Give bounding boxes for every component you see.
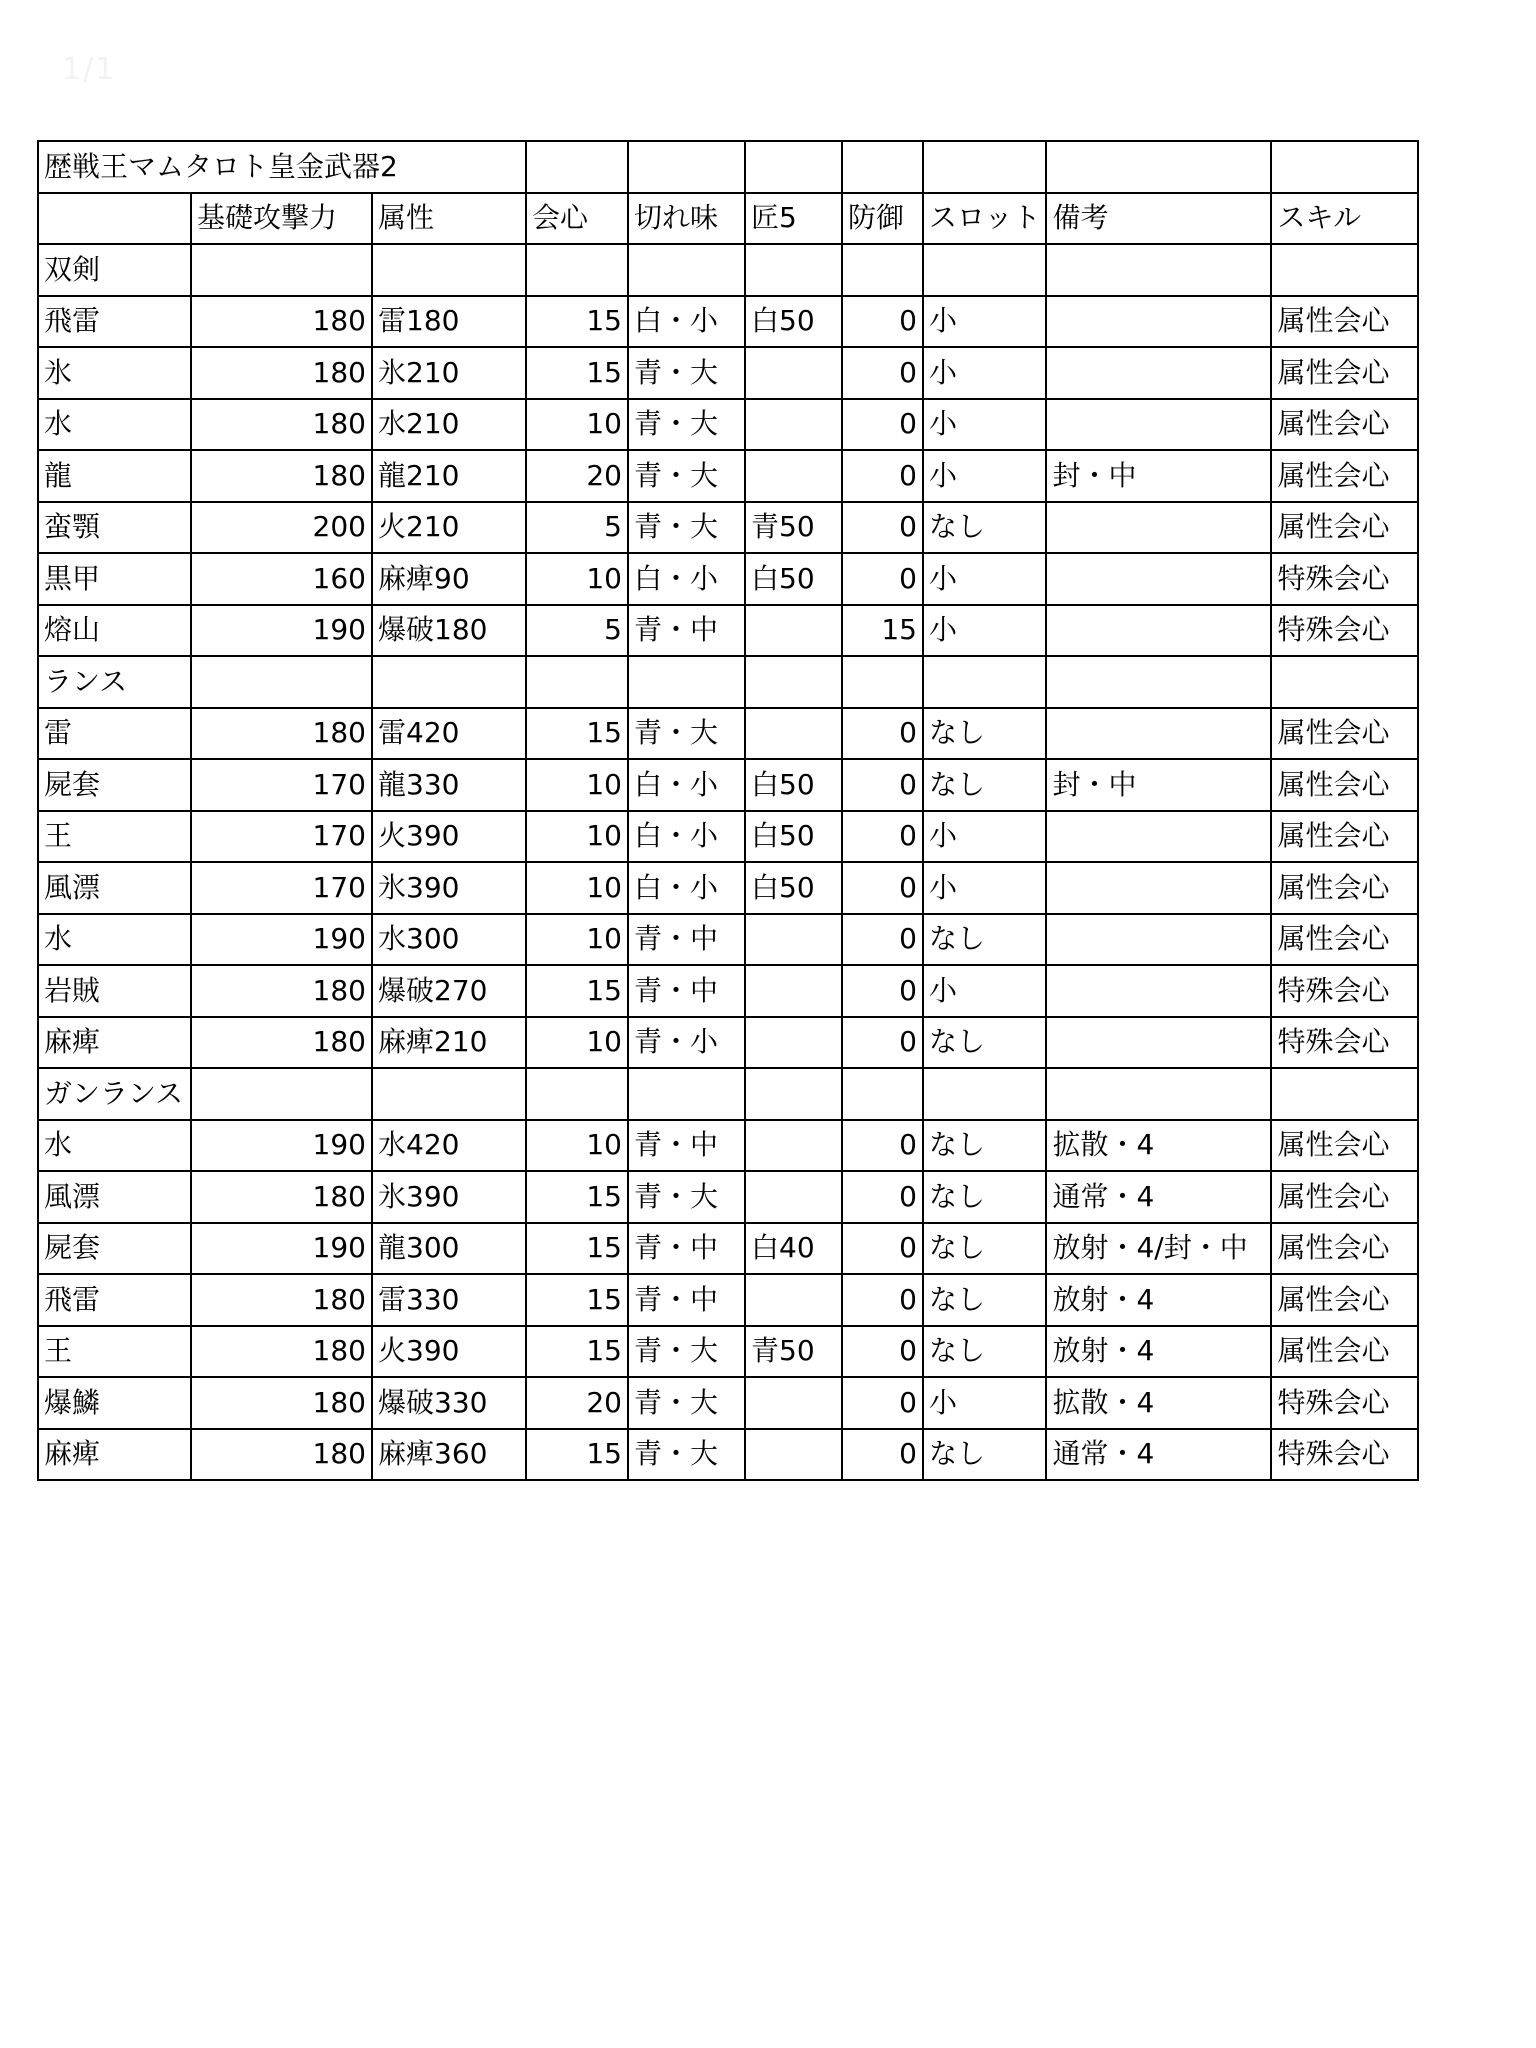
- cell-sharpness: 白・小: [628, 811, 745, 863]
- column-header-element: 属性: [372, 193, 526, 245]
- table-row: [38, 1377, 1418, 1429]
- empty-cell: [842, 141, 923, 193]
- column-header-handicraft5: 匠5: [745, 193, 842, 245]
- cell-weapon-name: 王: [38, 1326, 191, 1378]
- cell-base-attack: 180: [191, 347, 372, 399]
- cell-element: 麻痺90: [372, 553, 526, 605]
- cell-slot: 小: [923, 1377, 1046, 1429]
- empty-cell: [628, 141, 745, 193]
- empty-cell: [923, 656, 1046, 708]
- table-row: [38, 347, 1418, 399]
- cell-weapon-name: 水: [38, 914, 191, 966]
- cell-affinity: 10: [526, 1017, 628, 1069]
- table-row: [38, 1326, 1418, 1378]
- cell-sharpness: 白・小: [628, 296, 745, 348]
- cell-slot: なし: [923, 1120, 1046, 1172]
- section-name: ランス: [38, 656, 191, 708]
- cell-base-attack: 190: [191, 605, 372, 657]
- cell-element: 爆破270: [372, 965, 526, 1017]
- cell-skill: 属性会心: [1271, 914, 1418, 966]
- column-header-defense: 防御: [842, 193, 923, 245]
- cell-slot: 小: [923, 605, 1046, 657]
- cell-defense: 0: [842, 1120, 923, 1172]
- cell-handicraft5: 白50: [745, 862, 842, 914]
- cell-weapon-name: 飛雷: [38, 1274, 191, 1326]
- cell-base-attack: 180: [191, 1429, 372, 1481]
- cell-base-attack: 180: [191, 1017, 372, 1069]
- cell-handicraft5: 白50: [745, 811, 842, 863]
- cell-defense: 0: [842, 759, 923, 811]
- cell-base-attack: 190: [191, 1223, 372, 1275]
- empty-cell: [745, 141, 842, 193]
- cell-weapon-name: 麻痺: [38, 1429, 191, 1481]
- cell-element: 氷390: [372, 862, 526, 914]
- sheet-title: 歴戦王マムタロト皇金武器2: [38, 141, 526, 193]
- section-header-row: [38, 656, 1418, 708]
- cell-handicraft5: 白50: [745, 759, 842, 811]
- cell-defense: 0: [842, 1377, 923, 1429]
- cell-element: 雷420: [372, 708, 526, 760]
- cell-sharpness: 青・大: [628, 347, 745, 399]
- cell-handicraft5: 白40: [745, 1223, 842, 1275]
- cell-affinity: 10: [526, 862, 628, 914]
- column-header-affinity: 会心: [526, 193, 628, 245]
- cell-element: 水210: [372, 399, 526, 451]
- cell-base-attack: 180: [191, 965, 372, 1017]
- cell-handicraft5: 白50: [745, 553, 842, 605]
- column-header-weapon-name: [38, 193, 191, 245]
- cell-base-attack: 170: [191, 759, 372, 811]
- cell-defense: 0: [842, 1017, 923, 1069]
- cell-element: 爆破180: [372, 605, 526, 657]
- cell-skill: 特殊会心: [1271, 605, 1418, 657]
- cell-slot: なし: [923, 708, 1046, 760]
- empty-cell: [526, 1068, 628, 1120]
- cell-affinity: 10: [526, 399, 628, 451]
- cell-handicraft5: [745, 1120, 842, 1172]
- cell-notes: 封・中: [1046, 450, 1271, 502]
- table-row: [38, 1223, 1418, 1275]
- cell-base-attack: 180: [191, 296, 372, 348]
- cell-base-attack: 180: [191, 1171, 372, 1223]
- cell-slot: なし: [923, 1223, 1046, 1275]
- cell-sharpness: 青・中: [628, 914, 745, 966]
- cell-affinity: 10: [526, 1120, 628, 1172]
- cell-slot: なし: [923, 1326, 1046, 1378]
- empty-cell: [191, 656, 372, 708]
- table-row: [38, 296, 1418, 348]
- empty-cell: [923, 244, 1046, 296]
- table-row: [38, 862, 1418, 914]
- cell-element: 龍300: [372, 1223, 526, 1275]
- empty-cell: [842, 656, 923, 708]
- cell-element: 火210: [372, 502, 526, 554]
- cell-weapon-name: 氷: [38, 347, 191, 399]
- cell-handicraft5: [745, 347, 842, 399]
- cell-slot: 小: [923, 450, 1046, 502]
- column-header-slot: スロット: [923, 193, 1046, 245]
- cell-skill: 属性会心: [1271, 759, 1418, 811]
- cell-base-attack: 190: [191, 1120, 372, 1172]
- cell-weapon-name: 飛雷: [38, 296, 191, 348]
- cell-weapon-name: 風漂: [38, 862, 191, 914]
- cell-notes: [1046, 965, 1271, 1017]
- cell-element: 水420: [372, 1120, 526, 1172]
- cell-slot: 小: [923, 553, 1046, 605]
- table-row: [38, 553, 1418, 605]
- cell-notes: 通常・4: [1046, 1429, 1271, 1481]
- weapon-spreadsheet: [37, 140, 1419, 1481]
- table-row: [38, 1120, 1418, 1172]
- cell-base-attack: 180: [191, 708, 372, 760]
- empty-cell: [628, 656, 745, 708]
- cell-affinity: 15: [526, 1274, 628, 1326]
- empty-cell: [842, 1068, 923, 1120]
- cell-sharpness: 青・大: [628, 1429, 745, 1481]
- column-header-skill: スキル: [1271, 193, 1418, 245]
- cell-element: 氷210: [372, 347, 526, 399]
- cell-handicraft5: [745, 965, 842, 1017]
- cell-notes: [1046, 708, 1271, 760]
- cell-base-attack: 200: [191, 502, 372, 554]
- cell-weapon-name: 麻痺: [38, 1017, 191, 1069]
- cell-defense: 0: [842, 399, 923, 451]
- cell-affinity: 10: [526, 759, 628, 811]
- cell-element: 火390: [372, 1326, 526, 1378]
- cell-affinity: 15: [526, 296, 628, 348]
- cell-affinity: 10: [526, 811, 628, 863]
- empty-cell: [1046, 244, 1271, 296]
- cell-element: 龍210: [372, 450, 526, 502]
- cell-element: 水300: [372, 914, 526, 966]
- column-header-sharpness: 切れ味: [628, 193, 745, 245]
- cell-element: 氷390: [372, 1171, 526, 1223]
- cell-handicraft5: [745, 1017, 842, 1069]
- cell-sharpness: 青・大: [628, 708, 745, 760]
- cell-skill: 属性会心: [1271, 502, 1418, 554]
- cell-notes: [1046, 553, 1271, 605]
- cell-handicraft5: 白50: [745, 296, 842, 348]
- cell-sharpness: 青・中: [628, 1274, 745, 1326]
- column-header-base-attack: 基礎攻撃力: [191, 193, 372, 245]
- cell-slot: なし: [923, 914, 1046, 966]
- cell-base-attack: 180: [191, 1377, 372, 1429]
- cell-base-attack: 180: [191, 450, 372, 502]
- cell-defense: 0: [842, 296, 923, 348]
- cell-notes: [1046, 502, 1271, 554]
- empty-cell: [1271, 244, 1418, 296]
- empty-cell: [923, 141, 1046, 193]
- cell-slot: なし: [923, 1429, 1046, 1481]
- cell-skill: 属性会心: [1271, 1274, 1418, 1326]
- section-header-row: [38, 244, 1418, 296]
- cell-skill: 属性会心: [1271, 1326, 1418, 1378]
- cell-defense: 0: [842, 1274, 923, 1326]
- cell-defense: 0: [842, 965, 923, 1017]
- cell-weapon-name: 蛮顎: [38, 502, 191, 554]
- cell-element: 雷180: [372, 296, 526, 348]
- cell-slot: 小: [923, 811, 1046, 863]
- cell-handicraft5: [745, 914, 842, 966]
- cell-skill: 属性会心: [1271, 862, 1418, 914]
- cell-base-attack: 180: [191, 399, 372, 451]
- cell-skill: 属性会心: [1271, 347, 1418, 399]
- cell-sharpness: 青・中: [628, 605, 745, 657]
- cell-defense: 0: [842, 502, 923, 554]
- cell-notes: [1046, 347, 1271, 399]
- cell-defense: 0: [842, 1326, 923, 1378]
- cell-skill: 属性会心: [1271, 399, 1418, 451]
- cell-defense: 0: [842, 862, 923, 914]
- table-row: [38, 399, 1418, 451]
- cell-skill: 属性会心: [1271, 708, 1418, 760]
- cell-weapon-name: 黒甲: [38, 553, 191, 605]
- cell-skill: 特殊会心: [1271, 965, 1418, 1017]
- empty-cell: [745, 244, 842, 296]
- cell-notes: [1046, 605, 1271, 657]
- cell-weapon-name: 王: [38, 811, 191, 863]
- cell-skill: 特殊会心: [1271, 1429, 1418, 1481]
- cell-sharpness: 白・小: [628, 553, 745, 605]
- cell-notes: [1046, 862, 1271, 914]
- empty-cell: [1046, 656, 1271, 708]
- cell-skill: 属性会心: [1271, 811, 1418, 863]
- cell-slot: なし: [923, 759, 1046, 811]
- empty-cell: [1046, 141, 1271, 193]
- cell-sharpness: 青・大: [628, 1326, 745, 1378]
- cell-skill: 属性会心: [1271, 450, 1418, 502]
- empty-cell: [372, 244, 526, 296]
- cell-affinity: 10: [526, 553, 628, 605]
- cell-handicraft5: [745, 1274, 842, 1326]
- empty-cell: [745, 1068, 842, 1120]
- cell-slot: なし: [923, 1274, 1046, 1326]
- cell-slot: 小: [923, 296, 1046, 348]
- table-row: [38, 450, 1418, 502]
- cell-element: 爆破330: [372, 1377, 526, 1429]
- section-header-row: [38, 1068, 1418, 1120]
- cell-defense: 0: [842, 450, 923, 502]
- section-name: ガンランス: [38, 1068, 191, 1120]
- empty-cell: [191, 244, 372, 296]
- cell-element: 麻痺210: [372, 1017, 526, 1069]
- cell-sharpness: 青・小: [628, 1017, 745, 1069]
- table-row: [38, 708, 1418, 760]
- cell-weapon-name: 岩賊: [38, 965, 191, 1017]
- cell-notes: [1046, 914, 1271, 966]
- cell-slot: 小: [923, 965, 1046, 1017]
- cell-notes: [1046, 811, 1271, 863]
- empty-cell: [372, 656, 526, 708]
- cell-affinity: 15: [526, 965, 628, 1017]
- cell-sharpness: 青・大: [628, 1377, 745, 1429]
- cell-defense: 0: [842, 347, 923, 399]
- table-row: [38, 605, 1418, 657]
- cell-handicraft5: [745, 450, 842, 502]
- cell-handicraft5: 青50: [745, 502, 842, 554]
- cell-sharpness: 青・大: [628, 399, 745, 451]
- table-row: [38, 914, 1418, 966]
- cell-affinity: 15: [526, 347, 628, 399]
- cell-element: 火390: [372, 811, 526, 863]
- cell-skill: 属性会心: [1271, 1171, 1418, 1223]
- cell-affinity: 20: [526, 1377, 628, 1429]
- cell-sharpness: 白・小: [628, 759, 745, 811]
- cell-defense: 15: [842, 605, 923, 657]
- cell-defense: 0: [842, 1223, 923, 1275]
- cell-handicraft5: [745, 708, 842, 760]
- table-row: [38, 811, 1418, 863]
- cell-handicraft5: [745, 1171, 842, 1223]
- empty-cell: [842, 244, 923, 296]
- cell-base-attack: 190: [191, 914, 372, 966]
- cell-skill: 特殊会心: [1271, 1017, 1418, 1069]
- empty-cell: [526, 141, 628, 193]
- cell-notes: 放射・4/封・中: [1046, 1223, 1271, 1275]
- empty-cell: [526, 656, 628, 708]
- page-indicator: 1/1: [62, 52, 117, 87]
- cell-skill: 属性会心: [1271, 296, 1418, 348]
- cell-weapon-name: 龍: [38, 450, 191, 502]
- cell-handicraft5: [745, 605, 842, 657]
- cell-weapon-name: 屍套: [38, 1223, 191, 1275]
- table-row: [38, 502, 1418, 554]
- cell-sharpness: 青・中: [628, 965, 745, 1017]
- empty-cell: [1046, 1068, 1271, 1120]
- empty-cell: [628, 244, 745, 296]
- cell-weapon-name: 熔山: [38, 605, 191, 657]
- cell-weapon-name: 水: [38, 1120, 191, 1172]
- table-row: [38, 965, 1418, 1017]
- cell-defense: 0: [842, 914, 923, 966]
- table-row: [38, 1017, 1418, 1069]
- cell-notes: 通常・4: [1046, 1171, 1271, 1223]
- table-row: [38, 1274, 1418, 1326]
- table-row: [38, 1429, 1418, 1481]
- cell-slot: なし: [923, 1017, 1046, 1069]
- cell-notes: [1046, 296, 1271, 348]
- empty-cell: [526, 244, 628, 296]
- cell-affinity: 15: [526, 1326, 628, 1378]
- cell-affinity: 15: [526, 1429, 628, 1481]
- empty-cell: [1271, 141, 1418, 193]
- cell-base-attack: 180: [191, 1326, 372, 1378]
- empty-cell: [745, 656, 842, 708]
- cell-element: 龍330: [372, 759, 526, 811]
- cell-sharpness: 青・大: [628, 450, 745, 502]
- cell-affinity: 10: [526, 914, 628, 966]
- title-row: [38, 141, 1418, 193]
- cell-skill: 属性会心: [1271, 1120, 1418, 1172]
- cell-skill: 特殊会心: [1271, 553, 1418, 605]
- cell-handicraft5: [745, 1377, 842, 1429]
- section-name: 双剣: [38, 244, 191, 296]
- cell-handicraft5: 青50: [745, 1326, 842, 1378]
- cell-base-attack: 170: [191, 811, 372, 863]
- cell-skill: 特殊会心: [1271, 1377, 1418, 1429]
- cell-base-attack: 180: [191, 1274, 372, 1326]
- cell-element: 雷330: [372, 1274, 526, 1326]
- cell-handicraft5: [745, 1429, 842, 1481]
- cell-affinity: 5: [526, 502, 628, 554]
- cell-slot: なし: [923, 502, 1046, 554]
- cell-notes: [1046, 399, 1271, 451]
- cell-affinity: 20: [526, 450, 628, 502]
- cell-element: 麻痺360: [372, 1429, 526, 1481]
- empty-cell: [372, 1068, 526, 1120]
- empty-cell: [191, 1068, 372, 1120]
- cell-sharpness: 青・中: [628, 1223, 745, 1275]
- table-row: [38, 1171, 1418, 1223]
- empty-cell: [1271, 1068, 1418, 1120]
- cell-affinity: 15: [526, 1223, 628, 1275]
- cell-slot: 小: [923, 862, 1046, 914]
- cell-affinity: 15: [526, 708, 628, 760]
- cell-defense: 0: [842, 1171, 923, 1223]
- cell-base-attack: 170: [191, 862, 372, 914]
- cell-skill: 属性会心: [1271, 1223, 1418, 1275]
- cell-notes: 封・中: [1046, 759, 1271, 811]
- cell-weapon-name: 爆鱗: [38, 1377, 191, 1429]
- cell-notes: [1046, 1017, 1271, 1069]
- cell-weapon-name: 水: [38, 399, 191, 451]
- cell-notes: 放射・4: [1046, 1326, 1271, 1378]
- cell-weapon-name: 雷: [38, 708, 191, 760]
- cell-base-attack: 160: [191, 553, 372, 605]
- cell-sharpness: 青・中: [628, 1120, 745, 1172]
- cell-notes: 拡散・4: [1046, 1377, 1271, 1429]
- cell-sharpness: 白・小: [628, 862, 745, 914]
- cell-handicraft5: [745, 399, 842, 451]
- cell-weapon-name: 風漂: [38, 1171, 191, 1223]
- cell-sharpness: 青・大: [628, 502, 745, 554]
- cell-notes: 放射・4: [1046, 1274, 1271, 1326]
- empty-cell: [923, 1068, 1046, 1120]
- cell-defense: 0: [842, 708, 923, 760]
- cell-slot: 小: [923, 399, 1046, 451]
- cell-notes: 拡散・4: [1046, 1120, 1271, 1172]
- cell-slot: なし: [923, 1171, 1046, 1223]
- cell-defense: 0: [842, 553, 923, 605]
- cell-affinity: 5: [526, 605, 628, 657]
- cell-weapon-name: 屍套: [38, 759, 191, 811]
- cell-slot: 小: [923, 347, 1046, 399]
- empty-cell: [1271, 656, 1418, 708]
- header-row: [38, 193, 1418, 245]
- column-header-notes: 備考: [1046, 193, 1271, 245]
- table-row: [38, 759, 1418, 811]
- cell-sharpness: 青・大: [628, 1171, 745, 1223]
- cell-defense: 0: [842, 811, 923, 863]
- cell-defense: 0: [842, 1429, 923, 1481]
- cell-affinity: 15: [526, 1171, 628, 1223]
- empty-cell: [628, 1068, 745, 1120]
